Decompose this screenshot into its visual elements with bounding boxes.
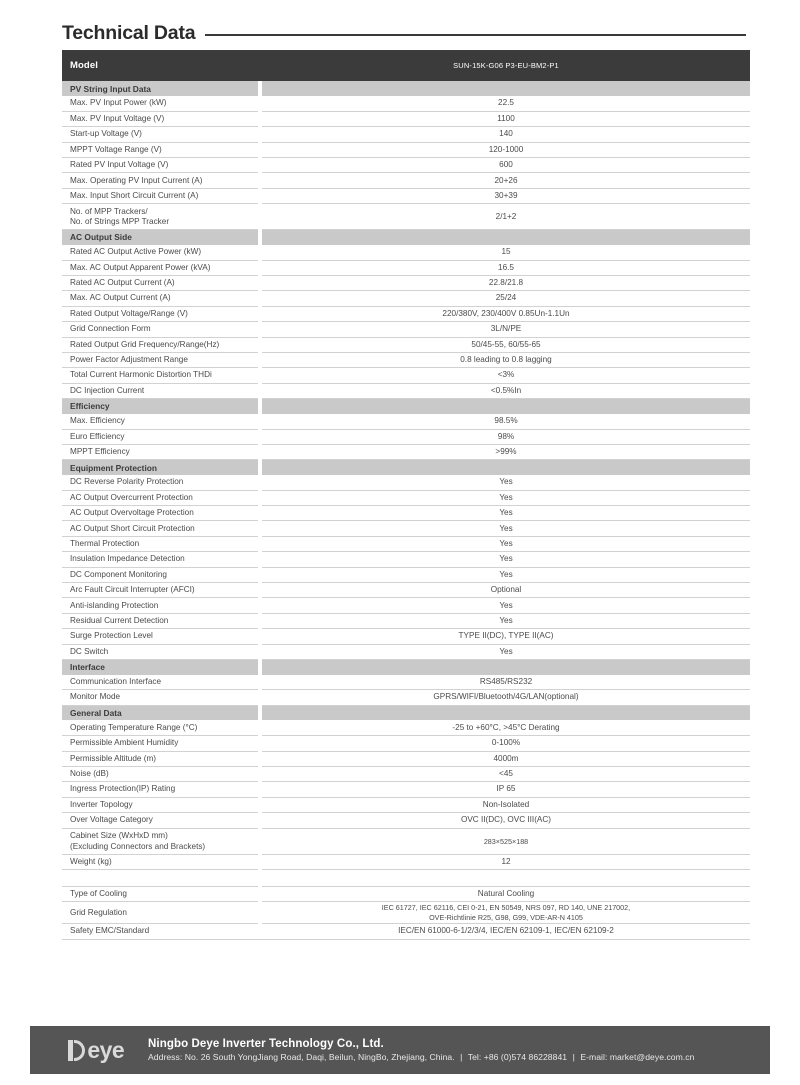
row-value: 20+26 <box>262 173 750 188</box>
section-header-filler <box>262 705 750 720</box>
section-header-filler <box>262 460 750 475</box>
row-label: Power Factor Adjustment Range <box>62 352 258 367</box>
table-row <box>62 173 750 188</box>
table-row <box>62 111 750 126</box>
table-row <box>62 782 750 797</box>
table-row <box>62 521 750 536</box>
table-row <box>62 567 750 582</box>
row-value: -25 to +60°C, >45°C Derating <box>262 720 750 735</box>
section-header-row <box>62 705 750 720</box>
row-value: 25/24 <box>262 291 750 306</box>
company-email[interactable]: E-mail: market@deye.com.cn <box>580 1052 695 1062</box>
row-value: Yes <box>262 521 750 536</box>
row-label: Rated PV Input Voltage (V) <box>62 158 258 173</box>
section-header-row <box>62 399 750 414</box>
row-label: DC Component Monitoring <box>62 567 258 582</box>
spacer-cell-label <box>62 869 258 886</box>
row-value: 4000m <box>262 751 750 766</box>
row-value: 220/380V, 230/400V 0.85Un-1.1Un <box>262 306 750 321</box>
row-label: Max. Input Short Circuit Current (A) <box>62 188 258 203</box>
row-label: DC Injection Current <box>62 383 258 398</box>
table-row <box>62 383 750 398</box>
row-value: <0.5%In <box>262 383 750 398</box>
page-title: Technical Data <box>62 22 196 44</box>
table-row <box>62 142 750 157</box>
row-label: MPPT Voltage Range (V) <box>62 142 258 157</box>
table-row <box>62 598 750 613</box>
table-row <box>62 475 750 490</box>
row-value: Natural Cooling <box>262 886 750 901</box>
row-label: Surge Protection Level <box>62 629 258 644</box>
table-row <box>62 613 750 628</box>
table-row <box>62 352 750 367</box>
row-label: Operating Temperature Range (°C) <box>62 720 258 735</box>
row-value: >99% <box>262 444 750 459</box>
row-label: Max. Operating PV Input Current (A) <box>62 173 258 188</box>
table-row <box>62 127 750 142</box>
row-label: Max. Efficiency <box>62 414 258 429</box>
row-label: Residual Current Detection <box>62 613 258 628</box>
row-label: Euro Efficiency <box>62 429 258 444</box>
logo-wordmark-text: eye <box>87 1036 125 1063</box>
section-header-filler <box>262 81 750 96</box>
row-value: Non-Isolated <box>262 797 750 812</box>
row-label: Arc Fault Circuit Interrupter (AFCI) <box>62 583 258 598</box>
row-label: Max. AC Output Current (A) <box>62 291 258 306</box>
row-value: Optional <box>262 583 750 598</box>
table-row <box>62 188 750 203</box>
section-header-row <box>62 660 750 675</box>
row-label: Monitor Mode <box>62 690 258 705</box>
table-row <box>62 924 750 939</box>
section-header-row <box>62 81 750 96</box>
row-label: AC Output Short Circuit Protection <box>62 521 258 536</box>
section-header-filler <box>262 399 750 414</box>
row-value: Yes <box>262 644 750 659</box>
table-row <box>62 720 750 735</box>
row-value: <45 <box>262 766 750 781</box>
row-label: MPPT Efficiency <box>62 444 258 459</box>
section-header-filler <box>262 660 750 675</box>
logo-d-bowl-icon <box>74 1040 85 1061</box>
deye-logo <box>30 1036 142 1063</box>
row-value: 98.5% <box>262 414 750 429</box>
row-value: Yes <box>262 598 750 613</box>
row-label: Total Current Harmonic Distortion THDi <box>62 368 258 383</box>
row-label: Thermal Protection <box>62 536 258 551</box>
row-label: Max. AC Output Apparent Power (kVA) <box>62 260 258 275</box>
technical-data-table <box>62 50 750 940</box>
logo-d-stem-icon <box>68 1040 73 1061</box>
table-row <box>62 291 750 306</box>
row-value: 30+39 <box>262 188 750 203</box>
row-value: 50/45-55, 60/55-65 <box>262 337 750 352</box>
section-heading: Efficiency <box>62 399 258 414</box>
table-row <box>62 506 750 521</box>
table-row <box>62 429 750 444</box>
table-row <box>62 751 750 766</box>
table-row <box>62 644 750 659</box>
table-row <box>62 536 750 551</box>
row-value: 0.8 leading to 0.8 lagging <box>262 352 750 367</box>
table-row <box>62 337 750 352</box>
table-row <box>62 414 750 429</box>
title-underline <box>205 34 746 36</box>
table-row <box>62 583 750 598</box>
row-value: 3L/N/PE <box>262 322 750 337</box>
row-label: DC Switch <box>62 644 258 659</box>
row-value: IEC/EN 61000-6-1/2/3/4, IEC/EN 62109-1, IEC/EN 62109-2 <box>262 924 750 939</box>
row-label: Anti-islanding Protection <box>62 598 258 613</box>
table-row <box>62 902 750 924</box>
row-label: Ingress Protection(IP) Rating <box>62 782 258 797</box>
company-name: Ningbo Deye Inverter Technology Co., Ltd. <box>148 1038 384 1050</box>
table-row <box>62 368 750 383</box>
row-label: Grid Regulation <box>62 902 258 924</box>
table-row <box>62 675 750 690</box>
row-label: Communication Interface <box>62 675 258 690</box>
section-heading: Interface <box>62 660 258 675</box>
row-value: TYPE II(DC), TYPE II(AC) <box>262 629 750 644</box>
table-row <box>62 854 750 869</box>
table-row <box>62 797 750 812</box>
table-row <box>62 828 750 854</box>
table-row <box>62 629 750 644</box>
contact-separator-1: | <box>460 1052 463 1062</box>
table-row <box>62 766 750 781</box>
row-value: Yes <box>262 567 750 582</box>
row-label: Max. PV Input Voltage (V) <box>62 111 258 126</box>
row-value: Yes <box>262 536 750 551</box>
section-header-row <box>62 460 750 475</box>
row-label: Start-up Voltage (V) <box>62 127 258 142</box>
table-row <box>62 260 750 275</box>
row-label: AC Output Overvoltage Protection <box>62 506 258 521</box>
row-label: Insulation Impedance Detection <box>62 552 258 567</box>
row-label: Noise (dB) <box>62 766 258 781</box>
table-row <box>62 245 750 260</box>
row-label: Inverter Topology <box>62 797 258 812</box>
row-value: 140 <box>262 127 750 142</box>
row-label: Rated AC Output Current (A) <box>62 276 258 291</box>
company-address: Address: No. 26 South YongJiang Road, Daqi, Beilun, NingBo, Zhejiang, China. <box>148 1052 455 1062</box>
row-value: Yes <box>262 506 750 521</box>
row-label: Rated AC Output Active Power (kW) <box>62 245 258 260</box>
section-header-row <box>62 230 750 245</box>
model-header-row <box>62 50 750 81</box>
row-value: GPRS/WIFI/Bluetooth/4G/LAN(optional) <box>262 690 750 705</box>
row-label: Grid Connection Form <box>62 322 258 337</box>
footer-contact-block <box>142 1038 770 1062</box>
model-label: Model <box>62 50 258 81</box>
row-value: 98% <box>262 429 750 444</box>
row-label: Over Voltage Category <box>62 813 258 828</box>
row-value: Yes <box>262 613 750 628</box>
row-value: 1100 <box>262 111 750 126</box>
row-value: Yes <box>262 552 750 567</box>
contact-separator-2: | <box>572 1052 575 1062</box>
page-footer <box>30 1026 770 1074</box>
page-title-row <box>62 22 746 45</box>
table-row <box>62 276 750 291</box>
deye-logo-mark <box>68 1036 125 1063</box>
row-value: 16.5 <box>262 260 750 275</box>
row-value: 283×525×188 <box>262 828 750 854</box>
table-row <box>62 322 750 337</box>
row-value: IEC 61727, IEC 62116, CEI 0-21, EN 50549, NRS 097, RD 140, UNE 217002, OVE-Richtlinie R25, G98, G99, VDE-AR-N 4105 <box>262 902 750 924</box>
row-label: Safety EMC/Standard <box>62 924 258 939</box>
row-value: 2/1+2 <box>262 204 750 230</box>
row-label: Rated Output Grid Frequency/Range(Hz) <box>62 337 258 352</box>
row-value: 0-100% <box>262 736 750 751</box>
table-row <box>62 306 750 321</box>
section-heading: AC Output Side <box>62 230 258 245</box>
contact-line <box>148 1052 770 1062</box>
row-value: 600 <box>262 158 750 173</box>
table-row <box>62 204 750 230</box>
row-label: AC Output Overcurrent Protection <box>62 490 258 505</box>
spacer-cell-value <box>262 869 750 886</box>
table-row <box>62 813 750 828</box>
table-row <box>62 690 750 705</box>
row-value: RS485/RS232 <box>262 675 750 690</box>
row-value: 22.5 <box>262 96 750 111</box>
row-value: Yes <box>262 475 750 490</box>
row-label: Type of Cooling <box>62 886 258 901</box>
row-value: 15 <box>262 245 750 260</box>
row-label: Permissible Ambient Humidity <box>62 736 258 751</box>
row-value: OVC II(DC), OVC III(AC) <box>262 813 750 828</box>
section-heading: Equipment Protection <box>62 460 258 475</box>
row-label: No. of MPP Trackers/ No. of Strings MPP Tracker <box>62 204 258 230</box>
model-value: SUN-15K-G06 P3-EU-BM2-P1 <box>262 50 750 81</box>
row-value: 12 <box>262 854 750 869</box>
row-label: Weight (kg) <box>62 854 258 869</box>
row-label: Cabinet Size (WxHxD mm) (Excluding Connectors and Brackets) <box>62 828 258 854</box>
section-header-filler <box>262 230 750 245</box>
table-row <box>62 736 750 751</box>
row-label: Permissible Altitude (m) <box>62 751 258 766</box>
section-heading: General Data <box>62 705 258 720</box>
table-row <box>62 886 750 901</box>
table-row <box>62 96 750 111</box>
table-spacer-row <box>62 869 750 886</box>
row-label: Rated Output Voltage/Range (V) <box>62 306 258 321</box>
row-label: DC Reverse Polarity Protection <box>62 475 258 490</box>
company-telephone: Tel: +86 (0)574 86228841 <box>467 1052 568 1062</box>
table-row <box>62 552 750 567</box>
section-heading: PV String Input Data <box>62 81 258 96</box>
row-value: 120-1000 <box>262 142 750 157</box>
row-label: Max. PV Input Power (kW) <box>62 96 258 111</box>
table-row <box>62 158 750 173</box>
row-value: <3% <box>262 368 750 383</box>
table-row <box>62 490 750 505</box>
row-value: Yes <box>262 490 750 505</box>
row-value: IP 65 <box>262 782 750 797</box>
table-row <box>62 444 750 459</box>
row-value: 22.8/21.8 <box>262 276 750 291</box>
